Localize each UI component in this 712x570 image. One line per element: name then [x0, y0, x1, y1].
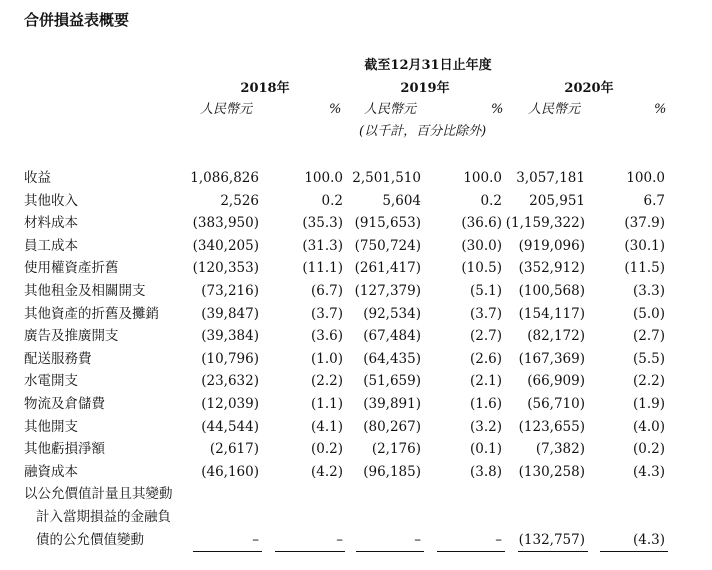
row-value: 205,951 — [529, 192, 585, 209]
row-value: (4.0) — [632, 418, 665, 435]
total-underline — [518, 551, 588, 552]
row-value: (5.1) — [469, 283, 502, 299]
row-value: (383,950) — [192, 215, 259, 232]
page-title: 合併損益表概要 — [24, 11, 130, 29]
row-value: – — [414, 532, 421, 548]
row-value: 1,086,826 — [190, 170, 259, 186]
total-underline — [437, 551, 505, 552]
currency-label-2019: 人民幣元 — [364, 102, 417, 117]
row-label: 其他租金及相關開支 — [24, 283, 146, 299]
row-value: (1.0) — [310, 350, 343, 367]
currency-label-2018: 人民幣元 — [200, 102, 253, 117]
row-value: (1,159,322) — [505, 215, 585, 232]
row-value: (4.3) — [632, 463, 665, 480]
percent-label-2020: % — [654, 102, 667, 117]
row-value: (96,185) — [363, 463, 421, 480]
row-value: 2,526 — [220, 192, 259, 209]
row-label: 配送服務費 — [24, 350, 92, 367]
row-value: (100,568) — [518, 283, 585, 299]
row-value: (3.2) — [469, 418, 502, 435]
row-value: 6.7 — [643, 192, 665, 209]
row-value: (2.6) — [469, 350, 502, 367]
row-value: (0.2) — [310, 441, 343, 458]
currency-label-2020: 人民幣元 — [528, 102, 581, 117]
row-value: (92,534) — [363, 305, 421, 322]
row-value: (44,544) — [201, 418, 259, 435]
row-value: (3.7) — [310, 305, 343, 322]
row-value: (167,369) — [518, 350, 585, 367]
row-value: (2.7) — [632, 328, 665, 345]
row-value: (36.6) — [461, 215, 502, 232]
row-value: (46,160) — [201, 463, 259, 480]
row-value: – — [495, 532, 502, 548]
row-value: (11.1) — [302, 260, 343, 277]
row-value: (39,384) — [201, 328, 259, 345]
row-label: 其他收入 — [24, 192, 78, 209]
row-value: (31.3) — [302, 237, 343, 254]
row-value: (0.2) — [632, 441, 665, 458]
row-value: (6.7) — [310, 283, 343, 299]
row-value: (3.6) — [310, 328, 343, 345]
row-value: 0.2 — [321, 192, 343, 209]
row-value: (2,176) — [371, 441, 421, 458]
row-label: 融資成本 — [24, 463, 78, 480]
row-label: 材料成本 — [24, 215, 78, 232]
row-value: (35.3) — [302, 215, 343, 232]
row-value: (1.6) — [469, 396, 502, 412]
row-value: (73,216) — [201, 283, 259, 299]
row-value: 100.0 — [626, 170, 665, 186]
row-value: (0.1) — [469, 441, 502, 458]
row-value: 5,604 — [382, 192, 421, 209]
row-label: 員工成本 — [24, 237, 78, 254]
row-value: (132,757) — [518, 532, 585, 548]
row-label: 其他開支 — [24, 418, 78, 435]
total-underline — [275, 551, 345, 552]
row-value: – — [336, 532, 343, 548]
row-value: (64,435) — [363, 350, 421, 367]
row-value: (5.0) — [632, 305, 665, 322]
row-value: (120,353) — [192, 260, 259, 277]
row-value: (10.5) — [461, 260, 502, 277]
row-value: (30.1) — [624, 237, 665, 254]
row-value: (3.8) — [469, 463, 502, 480]
total-underline — [356, 551, 424, 552]
row-value: 100.0 — [463, 170, 502, 186]
row-value: (750,724) — [354, 237, 421, 254]
row-value: (127,379) — [354, 283, 421, 299]
row-label-line: 計入當期損益的金融負 — [36, 509, 171, 525]
row-value: (10,796) — [201, 350, 259, 367]
row-value: (154,117) — [518, 305, 585, 322]
year-2018-header: 2018年 — [240, 81, 290, 96]
row-value: (340,205) — [192, 237, 259, 254]
row-label-line: 債的公允價值變動 — [36, 532, 144, 548]
row-value: (51,659) — [363, 373, 421, 390]
row-value: (82,172) — [527, 328, 585, 345]
row-value: (39,891) — [363, 396, 421, 412]
row-value: (7,382) — [535, 441, 585, 458]
row-value: 2,501,510 — [352, 170, 421, 186]
row-value: 0.2 — [480, 192, 502, 209]
row-value: (11.5) — [624, 260, 665, 277]
row-value: (352,912) — [518, 260, 585, 277]
row-label: 水電開支 — [24, 373, 78, 390]
unit-note: (以千計，百分比除外) — [359, 124, 487, 139]
row-value: (3.3) — [632, 283, 665, 299]
row-value: (919,096) — [518, 237, 585, 254]
percent-label-2018: % — [329, 102, 342, 117]
row-value: (12,039) — [201, 396, 259, 412]
row-label: 使用權資產折舊 — [24, 260, 119, 277]
row-value: (2.2) — [310, 373, 343, 390]
row-value: (1.9) — [632, 396, 665, 412]
year-2020-header: 2020年 — [564, 81, 614, 96]
row-label: 其他虧損淨額 — [24, 441, 105, 458]
row-value: (2,617) — [209, 441, 259, 458]
percent-label-2019: % — [491, 102, 504, 117]
row-label: 物流及倉儲費 — [24, 396, 105, 412]
row-value: (67,484) — [363, 328, 421, 345]
row-value: (3.7) — [469, 305, 502, 322]
row-value: (915,653) — [354, 215, 421, 232]
row-value: (2.7) — [469, 328, 502, 345]
row-label-line: 以公允價值計量且其變動 — [24, 486, 173, 502]
row-value: (123,655) — [518, 418, 585, 435]
row-label: 廣告及推廣開支 — [24, 328, 119, 345]
row-value: (39,847) — [201, 305, 259, 322]
row-value: (5.5) — [632, 350, 665, 367]
row-label: 收益 — [24, 170, 51, 186]
row-value: (30.0) — [461, 237, 502, 254]
row-value: (1.1) — [310, 396, 343, 412]
row-label: 其他資產的折舊及攤銷 — [24, 305, 159, 322]
row-value: (4.2) — [310, 463, 343, 480]
row-value: (2.2) — [632, 373, 665, 390]
row-value: 3,057,181 — [516, 170, 585, 186]
row-value: (4.1) — [310, 418, 343, 435]
period-caption: 截至12月31日止年度 — [364, 58, 492, 73]
row-value: (37.9) — [624, 215, 665, 232]
row-value: (2.1) — [469, 373, 502, 390]
total-underline — [600, 551, 668, 552]
row-value: (130,258) — [518, 463, 585, 480]
row-value: (66,909) — [527, 373, 585, 390]
row-value: (56,710) — [527, 396, 585, 412]
row-value: (4.3) — [632, 532, 665, 548]
row-value: (261,417) — [354, 260, 421, 277]
row-value: 100.0 — [304, 170, 343, 186]
row-value: – — [252, 532, 259, 548]
row-value: (23,632) — [201, 373, 259, 390]
row-value: (80,267) — [363, 418, 421, 435]
total-underline — [193, 551, 262, 552]
year-2019-header: 2019年 — [400, 81, 450, 96]
